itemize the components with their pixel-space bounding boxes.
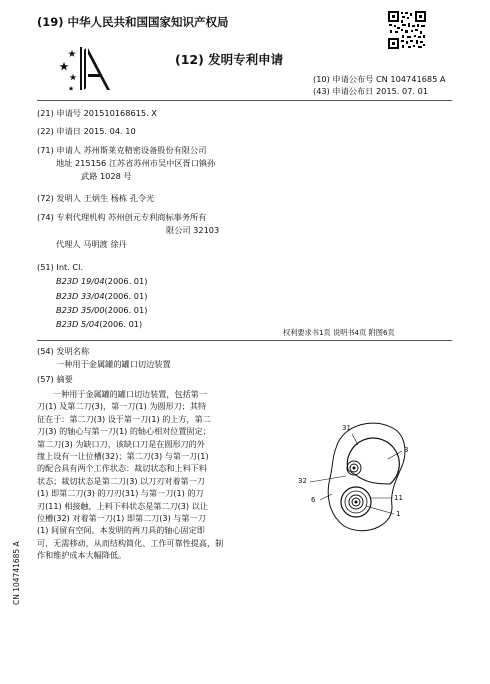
abstract-line: 位槽(32) 对着第一刀(1) 即第二刀(3) 与第一刀 [37, 513, 206, 524]
figure-label: 32 [298, 477, 307, 485]
abstract-line: 刃(11) 相接触，上料下料状态是第二刀(3) 以让 [37, 500, 208, 511]
abstract-line: 征在于：第二刀(3) 设于第一刀(1) 的上方，第二 [37, 413, 211, 424]
int-cl-entry: B23D 5/04(2006. 01) [56, 319, 143, 329]
abstract-line: 缘上设有一让位槽(32)；第二刀(3) 与第一刀(1) [37, 451, 209, 462]
abstract-text [37, 388, 223, 562]
header-divider [37, 100, 452, 101]
document-type: (12) 发明专利申请 [175, 52, 284, 67]
abstract-line: 可，无需移动，从而结构简化、工作可靠性提高，制 [37, 537, 224, 548]
figure-label: 1 [396, 510, 401, 518]
cnipa-logo-icon [58, 44, 114, 92]
abstract-line: 的配合具有两个工作状态：裁切状态和上料下料 [37, 463, 207, 474]
applicant-address-cont: 武路 1028 号 [81, 171, 132, 181]
abstract-line: (1) 间留有空间。本发明的两刀具的轴心固定即 [37, 525, 205, 536]
int-cl-entry: B23D 35/00(2006. 01) [56, 305, 148, 315]
qr-code-icon [387, 10, 427, 50]
publication-number: (10) 申请公布号 CN 104741685 A [313, 74, 446, 84]
issuing-office: (19) 中华人民共和国国家知识产权局 [37, 15, 229, 29]
applicant-address: 地址 215156 江苏省苏州市吴中区胥口镇孙 [56, 158, 216, 168]
figure-label: 3 [404, 446, 409, 454]
patent-agency-cont: 限公司 32103 [166, 225, 220, 235]
application-number: (21) 申请号 201510168615. X [37, 108, 157, 118]
int-cl-entry: B23D 19/04(2006. 01) [56, 276, 148, 286]
abstract-line: 状态；裁切状态是第二刀(3) 以刀刃对着第一刀 [37, 475, 205, 486]
abstract-line: 一种用于金属罐的罐口切边装置，包括第一 [53, 389, 207, 399]
inventors: (72) 发明人 王炳生 杨栋 孔令光 [37, 193, 155, 203]
abstract-line: 刀(1) 及第二刀(3)，第一刀(1) 为圆形刀；其特 [37, 401, 207, 412]
int-cl-heading: (51) Int. Cl. [37, 262, 84, 272]
invention-title-label: (54) 发明名称 [37, 346, 90, 356]
side-publication-code: CN 104741685 A [12, 541, 21, 605]
figure-label: 6 [311, 496, 316, 504]
figure-label: 31 [342, 424, 351, 432]
abstract-line: 作和维护成本大幅降低。 [37, 550, 127, 561]
abstract-figure [290, 410, 450, 540]
application-date: (22) 申请日 2015. 04. 10 [37, 126, 136, 136]
applicant: (71) 申请人 苏州斯莱克精密设备股份有限公司 [37, 145, 207, 155]
publication-date: (43) 申请公布日 2015. 07. 01 [313, 86, 429, 96]
abstract-line: 第二刀(3) 为缺口刀，该缺口刀是在圆形刀的外 [37, 438, 205, 449]
abstract-line: (1) 即第二刀(3) 的刀刃(31) 与第一刀(1) 的刀 [37, 488, 204, 499]
figure-label: 11 [394, 494, 403, 502]
patent-agency: (74) 专利代理机构 苏州创元专利商标事务所有 [37, 212, 207, 222]
abstract-line: 刀(3) 的轴心与第一刀(1) 的轴心相对位置固定； [37, 426, 211, 437]
patent-agents: 代理人 马明渡 徐丹 [56, 239, 127, 249]
biblio-divider [37, 340, 452, 341]
page-counts: 权利要求书1页 说明书4页 附图6页 [283, 328, 395, 337]
int-cl-entry: B23D 33/04(2006. 01) [56, 291, 148, 301]
abstract-label: (57) 摘要 [37, 374, 73, 384]
invention-title: 一种用于金属罐的罐口切边装置 [56, 359, 171, 369]
